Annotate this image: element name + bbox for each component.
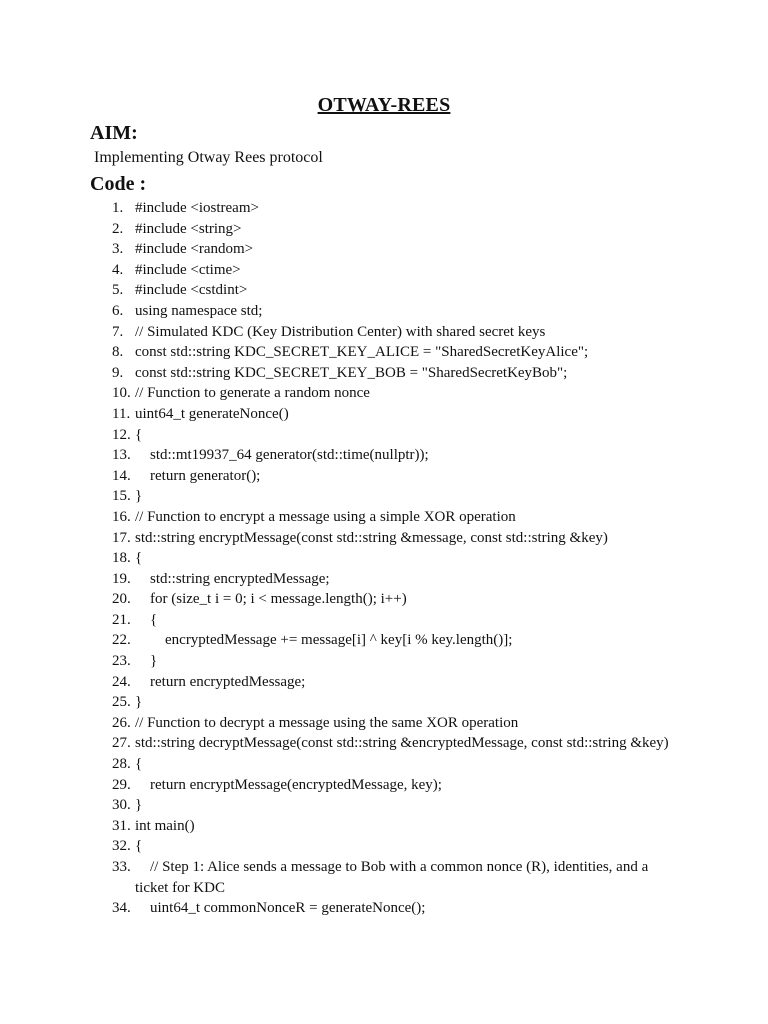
code-text: int main(): [135, 817, 195, 834]
code-text: std::mt19937_64 generator(std::time(nullptr));: [135, 447, 429, 464]
code-line: [0, 507, 768, 528]
code-text: std::string decryptMessage(const std::string &encryptedMessage, const std::string &key): [135, 735, 669, 752]
line-number: 8.: [112, 344, 124, 361]
code-line: [0, 672, 768, 693]
line-number: 5.: [112, 282, 124, 299]
code-text: // Function to generate a random nonce: [135, 385, 370, 402]
code-text: // Step 1: Alice sends a message to Bob with a common nonce (R), identities, and a: [135, 859, 649, 875]
code-line: [0, 404, 768, 425]
code-line: [0, 795, 768, 816]
line-number: 7.: [112, 323, 124, 340]
line-number: 17.: [112, 529, 131, 546]
line-number: 23.: [112, 653, 131, 670]
line-number: 11.: [112, 405, 131, 422]
code-line: [0, 816, 768, 837]
code-text: uint64_t commonNonceR = generateNonce();: [135, 900, 426, 917]
line-number: 15.: [112, 488, 131, 505]
code-text: ticket for KDC: [135, 879, 225, 896]
line-number: 21.: [112, 611, 131, 628]
code-text: {: [135, 838, 143, 855]
code-line: [0, 878, 768, 899]
code-line: [0, 754, 768, 775]
line-number: 18.: [112, 550, 131, 567]
code-text: encryptedMessage += message[i] ^ key[i % key.length()];: [135, 632, 513, 649]
line-number: 22.: [112, 632, 131, 649]
line-number: 12.: [112, 426, 131, 443]
page-title: OTWAY-REES: [317, 94, 451, 116]
line-number: 2.: [112, 220, 124, 237]
code-text: }: [135, 694, 143, 711]
line-number: 24.: [112, 673, 131, 690]
line-number: 33.: [112, 859, 131, 875]
code-text: return encryptMessage(encryptedMessage, key);: [135, 776, 442, 793]
code-text: using namespace std;: [135, 302, 263, 319]
code-text: const std::string KDC_SECRET_KEY_BOB = "SharedSecretKeyBob";: [135, 364, 568, 381]
code-line: [0, 733, 768, 754]
code-text: #include <string>: [135, 220, 242, 237]
line-number: 3.: [112, 241, 124, 258]
code-text: #include <iostream>: [135, 200, 259, 216]
line-number: 20.: [112, 591, 131, 608]
code-line: [0, 898, 768, 919]
code-line: [0, 239, 768, 260]
code-text: const std::string KDC_SECRET_KEY_ALICE = "SharedSecretKeyAlice";: [135, 344, 589, 361]
code-listing: [0, 198, 768, 919]
line-number: 31.: [112, 817, 131, 834]
line-number: 13.: [112, 447, 131, 464]
code-line: [0, 219, 768, 240]
code-text: {: [135, 550, 143, 567]
code-line: [0, 836, 768, 857]
line-number: 32.: [112, 838, 131, 855]
code-text: {: [135, 756, 143, 773]
code-text: // Simulated KDC (Key Distribution Center) with shared secret keys: [135, 323, 546, 340]
code-heading: Code :: [90, 173, 147, 195]
code-text: for (size_t i = 0; i < message.length(); i++): [135, 591, 407, 608]
code-text: return generator();: [135, 467, 261, 484]
code-line: [0, 425, 768, 446]
code-text: std::string encryptedMessage;: [135, 570, 330, 587]
line-number: 29.: [112, 776, 131, 793]
code-text: }: [135, 797, 143, 814]
line-number: 19.: [112, 570, 131, 587]
line-number: 26.: [112, 714, 131, 731]
code-text: #include <random>: [135, 241, 254, 258]
code-line: [0, 363, 768, 384]
code-line: [0, 445, 768, 466]
code-text: std::string encryptMessage(const std::string &message, const std::string &key): [135, 529, 608, 546]
line-number: 6.: [112, 302, 124, 319]
code-line: [0, 260, 768, 281]
code-line: [0, 589, 768, 610]
line-number: 25.: [112, 694, 131, 711]
code-text: #include <cstdint>: [135, 282, 248, 299]
code-text: return encryptedMessage;: [135, 673, 306, 690]
code-line: [0, 198, 768, 219]
code-text: #include <ctime>: [135, 261, 241, 278]
code-line: [0, 857, 768, 878]
code-line: [0, 466, 768, 487]
code-text: {: [135, 611, 158, 628]
code-text: uint64_t generateNonce(): [135, 405, 289, 422]
line-number: 1.: [112, 200, 124, 216]
code-line: [0, 569, 768, 590]
code-line: [0, 322, 768, 343]
line-number: 28.: [112, 756, 131, 773]
aim-text: Implementing Otway Rees protocol: [94, 149, 323, 166]
code-line: [0, 651, 768, 672]
line-number: 30.: [112, 797, 131, 814]
code-line: [0, 528, 768, 549]
line-number: 14.: [112, 467, 131, 484]
code-line: [0, 342, 768, 363]
code-text: // Function to encrypt a message using a simple XOR operation: [135, 508, 516, 525]
line-number: 27.: [112, 735, 131, 752]
code-text: }: [135, 653, 158, 670]
code-line: [0, 692, 768, 713]
aim-heading: AIM:: [90, 122, 138, 144]
code-text: }: [135, 488, 143, 505]
line-number: 16.: [112, 508, 131, 525]
code-line: [0, 775, 768, 796]
code-text: {: [135, 426, 143, 443]
code-line: [0, 486, 768, 507]
code-line: [0, 630, 768, 651]
line-number: 34.: [112, 900, 131, 917]
code-line: [0, 610, 768, 631]
code-line: [0, 383, 768, 404]
line-number: 9.: [112, 364, 124, 381]
code-line: [0, 301, 768, 322]
code-text: // Function to decrypt a message using the same XOR operation: [135, 714, 519, 731]
line-number: 4.: [112, 261, 124, 278]
code-line: [0, 280, 768, 301]
code-line: [0, 713, 768, 734]
line-number: 10.: [112, 385, 131, 402]
code-line: [0, 548, 768, 569]
